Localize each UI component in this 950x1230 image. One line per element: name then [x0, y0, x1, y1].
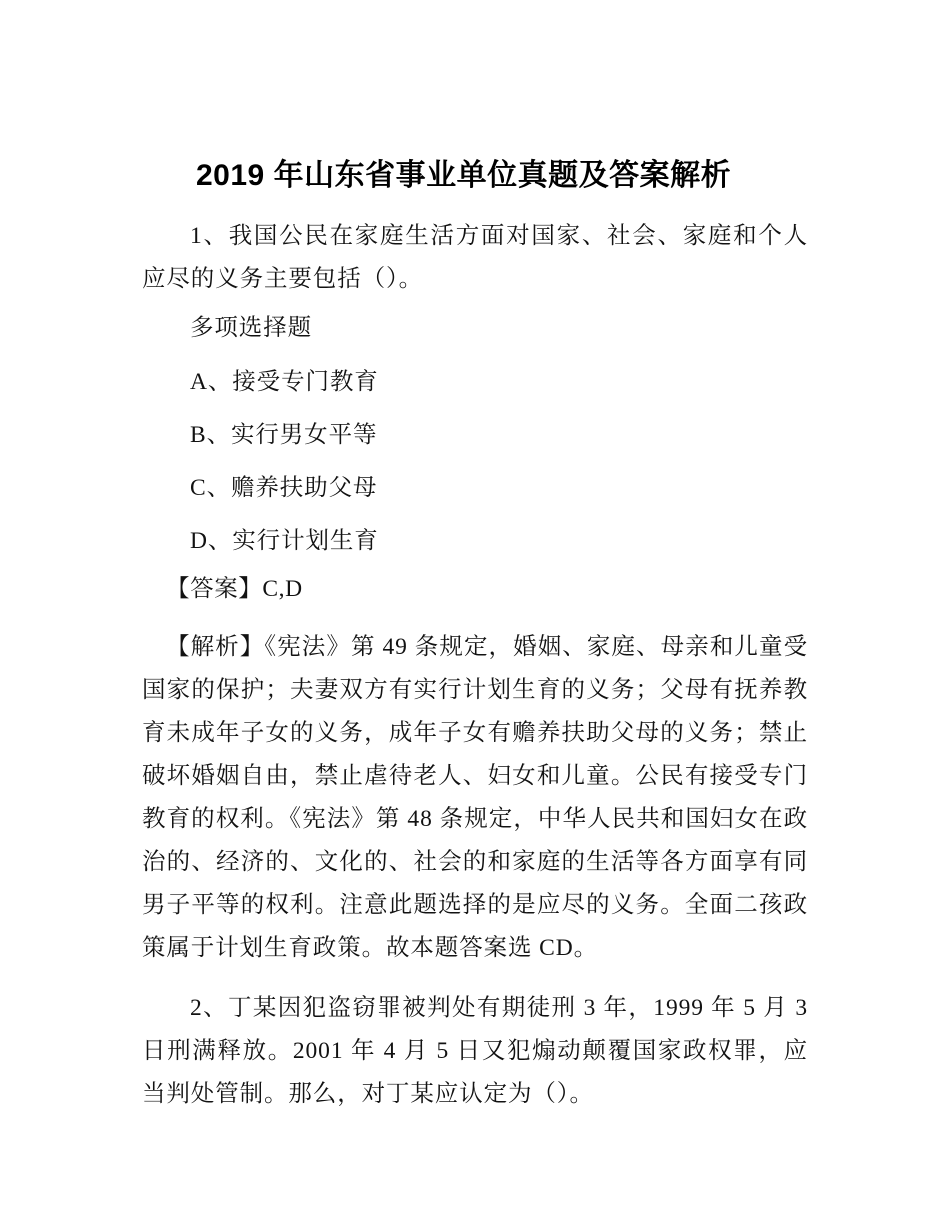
option-a[interactable]: A、接受专门教育 — [190, 369, 379, 395]
question-1-answer-block — [142, 568, 808, 611]
option-c[interactable]: C、赡养扶助父母 — [190, 475, 378, 501]
question-1-type-block — [142, 307, 808, 350]
question-1-type-label: 多项选择题 — [190, 315, 312, 341]
page-title: 2019 年山东省事业单位真题及答案解析 — [196, 159, 732, 192]
answer-label: 【答案】C,D — [166, 576, 303, 602]
question-2-block — [142, 987, 808, 1116]
question-1-explanation-block — [142, 626, 808, 970]
question-1-block — [142, 215, 808, 301]
document-content — [142, 0, 808, 1116]
option-b[interactable]: B、实行男女平等 — [190, 422, 378, 448]
question-1-stem: 1、我国公民在家庭生活方面对国家、社会、家庭和个人应尽的义务主要包括（）。 — [142, 223, 808, 292]
option-d[interactable]: D、实行计划生育 — [190, 528, 379, 554]
question-2-stem: 2、丁某因犯盗窃罪被判处有期徒刑 3 年，1999 年 5 月 3 日刑满释放。2001 年 4 月 5 日又犯煽动颠覆国家政权罪，应当判处管制。那么，对丁某应认定为（）。 — [142, 995, 808, 1107]
explanation-text: 【解析】《宪法》第 49 条规定，婚姻、家庭、母亲和儿童受国家的保护；夫妻双方有实行计划生育的义务；父母有抚养教育未成年子女的义务，成年子女有赡养扶助父母的义务；禁止破坏婚姻自由，禁止虐待老人、妇女和儿童。公民有接受专门教育的权利。《宪法》第 48 条规定，中华人民共和国妇女在政治的、经济的、文化的、社会的和家庭的生活等各方面享有同男子平等的权利。注意此题选择的是应尽的义务。全面二孩政策属于计划生育政策。故本题答案选 CD。 — [142, 634, 808, 961]
question-1-options — [142, 356, 808, 568]
